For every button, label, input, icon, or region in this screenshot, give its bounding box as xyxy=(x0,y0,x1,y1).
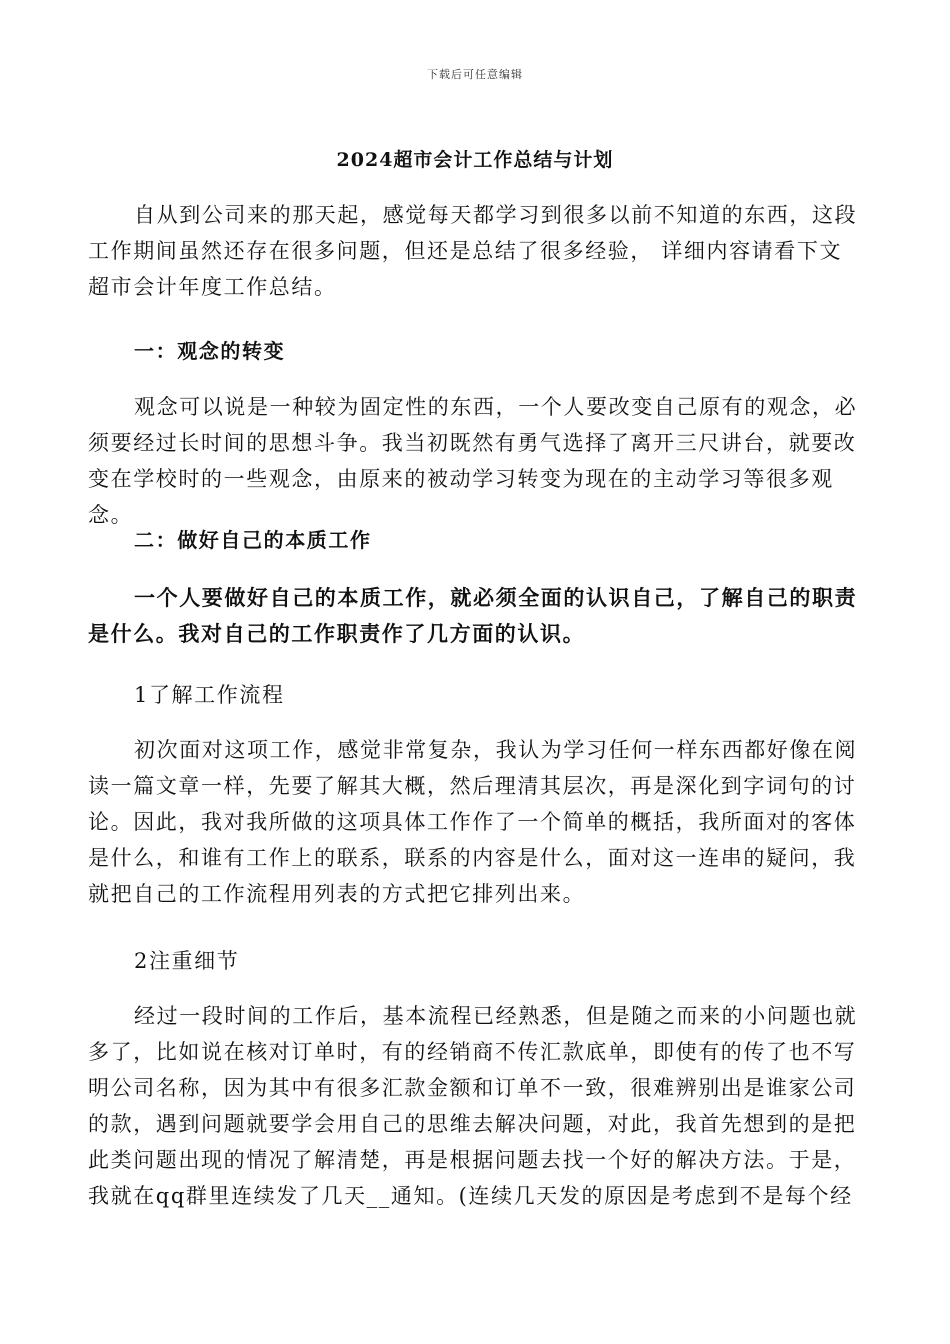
paragraph-workflow: 初次面对这项工作，感觉非常复杂，我认为学习任何一样东西都好像在阅读一篇文章一样，先要了解其大概，然后理清其层次，再是深化到字词句的讨论。因此，我对我所做的这项具体工作作了一个简单的概括，我所面对的客体是什么，和谁有工作上的联系，联系的内容是什么，面对这一连串的疑问，我就把自己的工作流程用列表的方式把它排列出来。 xyxy=(88,738,858,906)
document-title: 2024超市会计工作总结与计划 xyxy=(336,149,614,171)
subheading-2: 2注重细节 xyxy=(134,949,240,973)
paragraph-details: 经过一段时间的工作后，基本流程已经熟悉，但是随之而来的小问题也就多了，比如说在核对订单时，有的经销商不传汇款底单，即使有的传了也不写明公司名称，因为其中有很多汇款金额和订单不一致，很难辨别出是谁家公司的款，遇到问题就要学会用自己的思维去解决问题，对此，我首先想到的是把此类问题出现的情况了解清楚，再是根据问题去找一个好的解决方法。于是，我就在qq群里连续发了几天__通知。(连续几天发的原因是考虑到不是每个经 xyxy=(88,1004,858,1208)
header-note: 下载后可任意编辑 xyxy=(427,68,523,81)
section-heading-1: 一：观念的转变 xyxy=(134,339,286,363)
intro-paragraph: 自从到公司来的那天起，感觉每天都学习到很多以前不知道的东西，这段工作期间虽然还存在很多问题，但还是总结了很多经验， 详细内容请看下文超市会计年度工作总结。 xyxy=(88,203,858,299)
section-heading-2: 二：做好自己的本质工作 xyxy=(134,528,372,552)
paragraph-concept-change: 观念可以说是一种较为固定性的东西，一个人要改变自己原有的观念，必须要经过长时间的思想斗争。我当初既然有勇气选择了离开三尺讲台，就要改变在学校时的一些观念，由原来的被动学习转变为现在的主动学习等很多观念。 xyxy=(88,395,858,527)
paragraph-bold-statement: 一个人要做好自己的本质工作，就必须全面的认识自己，了解自己的职责是什么。我对自己的工作职责作了几方面的认识。 xyxy=(88,585,858,646)
subheading-1: 1了解工作流程 xyxy=(134,683,285,707)
